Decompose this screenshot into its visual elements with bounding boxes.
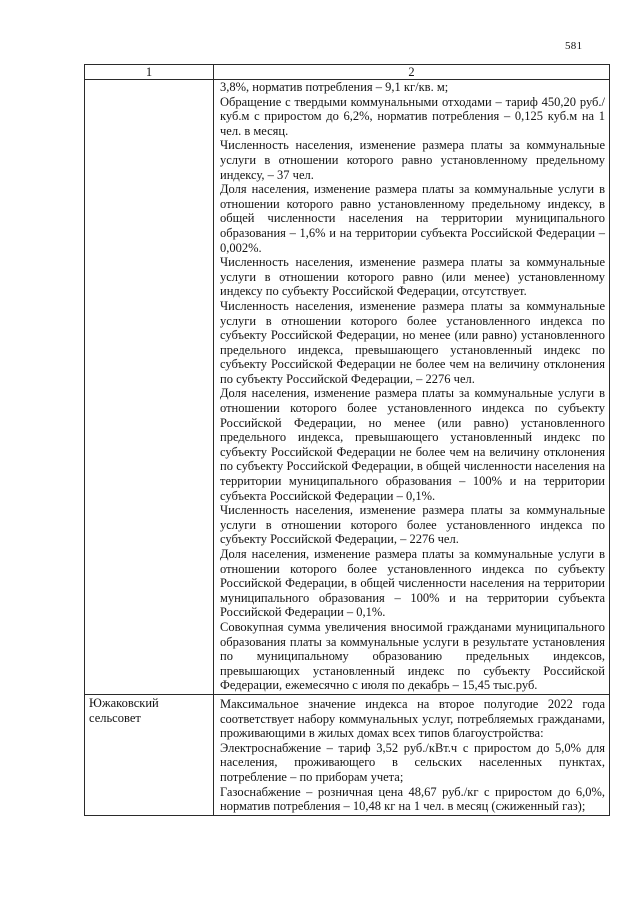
column-header-1: 1 <box>85 65 214 80</box>
paragraph: Численность населения, изменение размера платы за коммунальные услуги в отношении которого равно установленному предельному индексу, – 37 чел. <box>220 138 605 182</box>
description-cell <box>214 694 610 815</box>
paragraph: Численность населения, изменение размера платы за коммунальные услуги в отношении которого более установленного индекса по субъекту Российской Федерации, но менее (или равно) установленного предельного индекса, превышающего установленный индекс по субъекту Российской Федерации не более чем на величину отклонения по субъекту Российской Федерации, – 2276 чел. <box>220 298 605 386</box>
document-table <box>84 64 610 816</box>
paragraph: 3,8%, норматив потребления – 9,1 кг/кв. м; <box>220 80 449 94</box>
paragraph: Численность населения, изменение размера платы за коммунальные услуги в отношении которого равно (или менее) установленному индексу по субъекту Российской Федерации, отсутствует. <box>220 255 605 299</box>
table-row <box>85 694 610 815</box>
paragraph: Доля населения, изменение размера платы за коммунальные услуги в отношении которого равно установленному предельному индексу, в общей численности населения на территории муниципального образования – 1,6% и на территории субъекта Российской Федерации – 0,002%. <box>220 182 605 255</box>
paragraph: Электроснабжение – тариф 3,52 руб./кВт.ч с приростом до 5,0% для населения, проживающего в сельских населенных пунктах, потребление – по приборам учета; <box>220 740 605 784</box>
page-number: 581 <box>565 40 583 52</box>
paragraph: Численность населения, изменение размера платы за коммунальные услуги в отношении которого более установленного индекса по субъекту Российской Федерации, – 2276 чел. <box>220 503 605 547</box>
paragraph: Совокупная сумма увеличения вносимой гражданами муниципального образования платы за коммунальные услуги в результате установления по муниципальному образованию предельных индексов, превышающих установленный индекс по субъекту Российской Федерации, ежемесячно с июля по декабрь – 15,45 тыс.руб. <box>220 619 605 693</box>
table-row <box>85 80 610 695</box>
paragraph: Доля населения, изменение размера платы за коммунальные услуги в отношении которого более установленного индекса по субъекту Российской Федерации, в общей численности населения на территории муниципального образования – 100% и на территории субъекта Российской Федерации – 0,1%. <box>220 547 605 620</box>
paragraph: Газоснабжение – розничная цена 48,67 руб./кг с приростом до 6,0%, норматив потребления – 10,48 кг на 1 чел. в месяц (сжиженный газ); <box>220 784 605 814</box>
municipality-cell: Южаковский сельсовет <box>85 694 214 815</box>
column-header-2: 2 <box>214 65 610 80</box>
paragraph: Максимальное значение индекса на второе полугодие 2022 года соответствует набору коммунальных услуг, потребляемых гражданами, проживающими в жилых домах всех типов благоустройства: <box>220 696 605 741</box>
table-header-row <box>85 65 610 80</box>
description-cell <box>214 80 610 695</box>
paragraph: Обращение с твердыми коммунальными отходами – тариф 450,20 руб./куб.м с приростом до 6,2%, норматив потребления – 0,125 куб.м на 1 чел. в месяц. <box>220 94 605 138</box>
paragraph: Доля населения, изменение размера платы за коммунальные услуги в отношении которого более установленного индекса по субъекту Российской Федерации, но менее (или равно) установленного предельного индекса, превышающего установленный индекс по субъекту Российской Федерации не более чем на величину отклонения по субъекту Российской Федерации, в общей численности населения на территории муниципального образования – 100% и на территории субъекта Российской Федерации – 0,1%. <box>220 386 605 503</box>
municipality-cell <box>85 80 214 695</box>
